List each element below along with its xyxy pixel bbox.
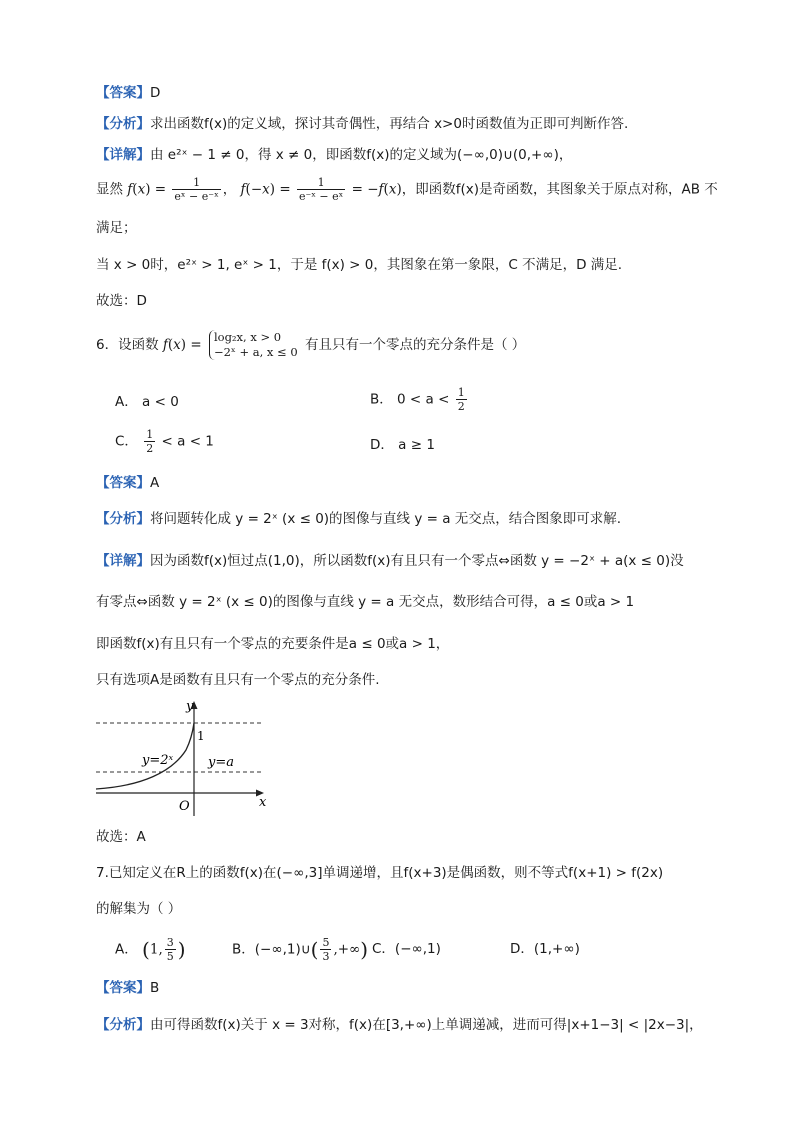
q7-option-d: D．(1,+∞) [510, 941, 580, 957]
detail-text: 因为函数f(x)恒过点(1,0)，所以函数f(x)有且只有一个零点⇔函数 y = −2ˣ + a(x ≤ 0)没 [150, 553, 684, 569]
option-b-label: B． 0 < a < [370, 391, 450, 408]
fraction-1: $\frac{1}{\text{eˣ − e⁻ˣ}}$ [174, 176, 219, 203]
x-axis-label: x [259, 795, 267, 810]
piecewise-brace [209, 330, 298, 360]
one-label: 1 [197, 729, 205, 743]
q6-choose: 故选：A [96, 829, 146, 845]
analysis-tag: 【分析】 [96, 511, 150, 527]
detail-suffix: ，即函数f(x)是奇函数，其图象关于原点对称，AB 不 [401, 181, 718, 198]
q5-analysis-line [96, 115, 628, 133]
q5-detail-line-4: 当 x > 0时，e²ˣ > 1, eˣ > 1，于是 f(x) > 0，其图象在第一象限，C 不满足，D 满足. [96, 257, 623, 273]
q6-option-d: D． a ≥ 1 [370, 437, 435, 453]
q5-answer-line [96, 84, 160, 102]
q5-detail-line-3: 满足； [96, 220, 137, 236]
q6-option-b [370, 386, 469, 413]
analysis-tag: 【分析】 [96, 1017, 150, 1033]
fraction-3-5: $\frac{3}{5}$ [166, 936, 174, 963]
option-c-label: C． [115, 433, 138, 450]
fraction-2: $\frac{1}{\text{e⁻ˣ − eˣ}}$ [298, 176, 344, 203]
q7-option-c: C．(−∞,1) [372, 941, 441, 957]
option-b-label: B．(−∞,1)∪ [232, 941, 311, 958]
fraction-half-c: $\frac{1}{2}$ [146, 428, 154, 455]
q5-detail-line-2: 显然 f(x) = $\frac{1}{\text{eˣ − e⁻ˣ}}$ ， f(−x) = $\frac{1}{\text{e⁻ˣ − eˣ}}$ = −f(x)，即函数f(x)是奇函数，其图象关于原点对称，AB 不 [96, 176, 718, 203]
origin-label: O [179, 799, 190, 814]
q5-choose: 故选：D [96, 293, 147, 309]
analysis-text: 由可得函数f(x)关于 x = 3对称，f(x)在[3,+∞)上单调递减，进而可得|x+1−3| < |2x−3|， [150, 1017, 703, 1033]
answer-value: D [150, 85, 161, 101]
q7-stem-line-1: 7.已知定义在R上的函数f(x)在(−∞,3]单调递增，且f(x+3)是偶函数，则不等式f(x+1) > f(2x) [96, 865, 664, 881]
line-label: y=a [208, 755, 234, 770]
q6-detail-line-1 [96, 552, 684, 570]
piece-2: −2ˣ + a, x ≤ 0 [213, 345, 298, 359]
detail-text: 由 e²ˣ − 1 ≠ 0，得 x ≠ 0，即函数f(x)的定义域为(−∞,0)∪(0,+∞)， [150, 147, 573, 163]
answer-value: A [150, 475, 160, 491]
q6-stem: 6．设函数 f(x) = log₂x, x > 0 −2ˣ + a, x ≤ 0 有且只有一个零点的充分条件是（ ） [96, 330, 526, 359]
detail-tag: 【详解】 [96, 553, 150, 569]
answer-tag: 【答案】 [96, 475, 150, 491]
curve-label: y=2ˣ [142, 753, 174, 768]
q6-answer-line [96, 474, 159, 492]
exponential-graph [92, 698, 272, 820]
q7-option-b: B．(−∞,1)∪( $\frac{5}{3}$ ,+∞) [232, 936, 369, 963]
analysis-text: 将问题转化成 y = 2ˣ (x ≤ 0)的图像与直线 y = a 无交点，结合图象即可求解. [150, 511, 622, 527]
q6-detail-line-2: 有零点⇔函数 y = 2ˣ (x ≤ 0)的图像与直线 y = a 无交点，数形结合可得，a ≤ 0或a > 1 [96, 594, 635, 610]
y-axis-label: y [186, 699, 194, 714]
detail-prefix: 显然 [96, 181, 123, 198]
q7-analysis-line [96, 1016, 703, 1034]
analysis-tag: 【分析】 [96, 116, 150, 132]
piece-1: log₂x, x > 0 [213, 330, 282, 344]
q7-stem-line-2: 的解集为（ ） [96, 901, 182, 917]
q6-stem-prefix: 6．设函数 [96, 337, 159, 353]
fraction-5-3: $\frac{5}{3}$ [322, 936, 330, 963]
formula-f-x: f [127, 181, 133, 198]
answer-value: B [150, 980, 160, 996]
option-a-label: A． [115, 941, 138, 958]
q6-analysis-line [96, 510, 621, 528]
q5-detail-line-1 [96, 146, 572, 164]
q6-detail-line-4: 只有选项A是函数有且只有一个零点的充分条件. [96, 672, 380, 688]
q7-answer-line [96, 979, 159, 997]
q6-stem-suffix: 有且只有一个零点的充分条件是（ ） [304, 337, 526, 353]
q6-option-a: A． a < 0 [115, 394, 179, 410]
fraction-half: $\frac{1}{2}$ [457, 386, 465, 413]
q6-detail-line-3: 即函数f(x)有且只有一个零点的充要条件是a ≤ 0或a > 1， [96, 636, 450, 652]
analysis-text: 求出函数f(x)的定义域，探讨其奇偶性，再结合 x>0时函数值为正即可判断作答. [150, 116, 629, 132]
q7-option-a: A． (1, $\frac{3}{5}$ ) [115, 936, 186, 963]
option-c-suffix: < a < 1 [161, 433, 214, 450]
q6-option-c [115, 428, 214, 455]
detail-tag: 【详解】 [96, 147, 150, 163]
answer-tag: 【答案】 [96, 980, 150, 996]
answer-tag: 【答案】 [96, 85, 150, 101]
